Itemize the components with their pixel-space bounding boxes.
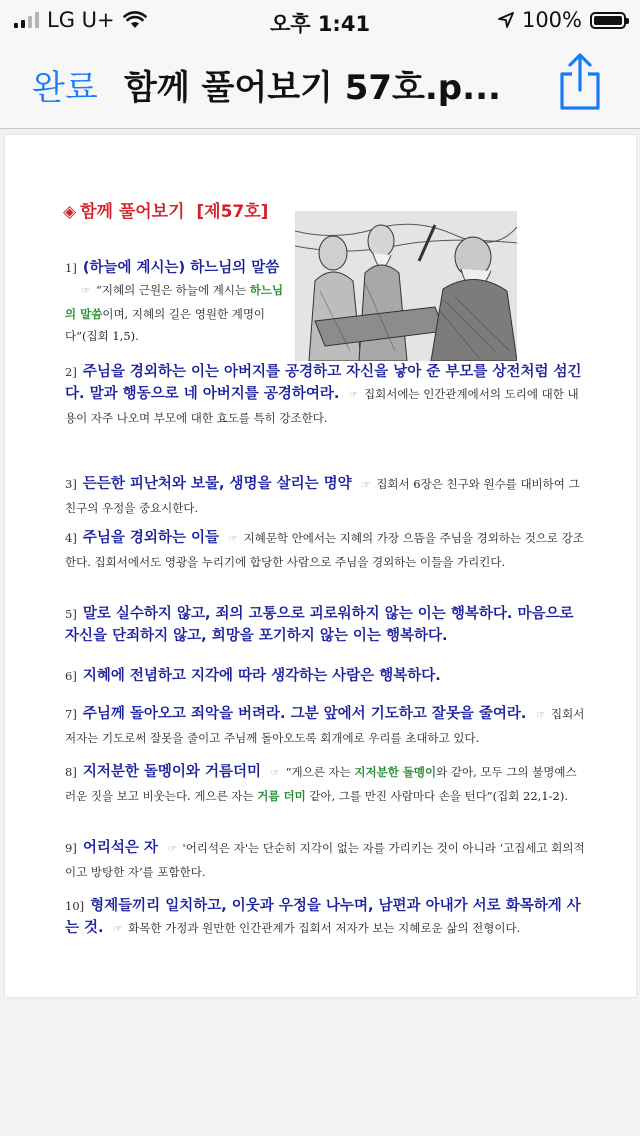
document-title: 함께 풀어보기 57호.p... <box>124 68 501 108</box>
pointing-hand-icon: ☞ <box>536 710 546 721</box>
question-6 <box>65 665 587 687</box>
item-number: 4] <box>65 531 77 545</box>
pointing-hand-icon: ☞ <box>361 480 371 491</box>
issue-number: [제57호] <box>196 202 269 222</box>
pointing-hand-icon: ☞ <box>349 390 358 401</box>
question-5 <box>65 603 587 647</box>
question-3: 3] 든든한 피난처와 보물, 생명을 살리는 명약 ☞ 집회서 6장은 친구와 원수를 대비하여 그 친구의 우정을 중요시한다. <box>65 476 580 515</box>
location-arrow-icon <box>498 12 514 28</box>
item-number: 5] <box>65 607 77 621</box>
prophets-illustration <box>295 211 517 361</box>
item-number: 1] <box>65 261 77 275</box>
item-number: 6] <box>65 669 77 683</box>
navigation-bar <box>0 40 640 129</box>
answer-highlight: 지저분한 돌멩이 <box>354 765 437 779</box>
status-bar <box>0 0 640 40</box>
answer-heading: 주님을 경외하는 이는 아버지를 공경하고 자신을 낳아 준 부모를 상전처럼 섬긴다. 말과 행동으로 네 아버지를 공경하여라. <box>65 364 582 402</box>
question-9: 9] 어리석은 자 ☞ '어리석은 자'는 단순히 지각이 없는 자를 가리키는 것이 아니라 ‘고집세고 회의적이고 방탕한 자’를 포함한다. <box>65 840 585 879</box>
carrier-label: LG U+ <box>47 8 115 32</box>
item-number: 10] <box>65 899 85 913</box>
pointing-hand-icon: ☞ <box>270 768 280 779</box>
pointing-hand-icon: ☞ <box>81 286 90 297</box>
battery-icon <box>590 12 626 29</box>
item-number: 9] <box>65 841 77 855</box>
answer-heading: 어리석은 자 <box>82 840 158 856</box>
question-8: 8] 지저분한 돌멩이와 거름더미 ☞ “게으른 자는 지저분한 돌멩이와 같아, 모두 그의 불명예스러운 짓을 보고 비웃는다. 게으른 자는 거름 더미 같아, 그를 만진 사람마다 손을 턴다”(집회 22,1-2). <box>65 764 577 803</box>
done-button[interactable]: 완료 <box>32 68 98 108</box>
item-number: 3] <box>65 477 77 491</box>
question-4: 4] 주님을 경외하는 이들 ☞ 지혜문학 안에서는 지혜의 가장 으뜸을 주님을 경외하는 것으로 강조한다. 집회서에서도 영광을 누리기에 합당한 사람으로 주님을 경외하는 이들을 가리킨다. <box>65 530 584 569</box>
status-time: 오후 1:41 <box>269 12 371 36</box>
question-7: 7] 주님께 돌아오고 죄악을 버려라. 그분 앞에서 기도하고 잘못을 줄여라. ☞ 집회서 저자는 기도로써 잘못을 줄이고 주님께 돌아오도록 회개에로 우리를 초대하고 있다. <box>65 706 585 745</box>
answer-heading: (하늘에 계시는) 하느님의 말씀 <box>82 260 280 276</box>
item-number: 7] <box>65 707 77 721</box>
answer-heading: 주님을 경외하는 이들 <box>82 530 219 546</box>
pdf-page[interactable] <box>5 135 636 997</box>
item-number: 2] <box>65 365 77 379</box>
share-icon[interactable] <box>554 52 606 112</box>
diamond-marker-icon: ◈ <box>63 202 77 222</box>
worksheet-title: ◈ 함께 풀어보기 [제57호] <box>63 202 269 222</box>
question-1: 1] (하늘에 계시는) 하느님의 말씀 ☞ “지혜의 근원은 하늘에 계시는 하느님의 말씀이며, 지혜의 길은 영원한 계명이다”(집회 1,5). <box>65 260 284 343</box>
item-number: 8] <box>65 765 77 779</box>
answer-heading: 지혜에 전념하고 지각에 따라 생각하는 사람은 행복하다. <box>82 668 441 684</box>
answer-heading: 주님께 돌아오고 죄악을 버려라. 그분 앞에서 기도하고 잘못을 줄여라. <box>82 706 527 722</box>
answer-highlight: 하느님의 말씀 <box>65 283 284 321</box>
battery-percent: 100% <box>521 8 582 32</box>
question-2: 2] 주님을 경외하는 이는 아버지를 공경하고 자신을 낳아 준 부모를 상전처럼 섬긴다. 말과 행동으로 네 아버지를 공경하여라. ☞ 집회서에는 인간관계에서의 도리에 대한 내용이 자주 나오며 부모에 대한 효도를 특히 강조한다. <box>65 364 582 425</box>
pointing-hand-icon: ☞ <box>113 924 123 935</box>
answer-heading: 지저분한 돌멩이와 거름더미 <box>82 764 261 780</box>
answer-highlight: 거름 더미 <box>257 789 306 803</box>
pointing-hand-icon: ☞ <box>228 534 238 545</box>
answer-heading: 말로 실수하지 않고, 죄의 고통으로 괴로워하지 않는 이는 행복하다. 마음으로 자신을 단죄하지 않고, 희망을 포기하지 않는 이는 행복하다. <box>65 606 574 644</box>
question-10: 10] 형제들끼리 일치하고, 이웃과 우정을 나누며, 남편과 아내가 서로 화목하게 사는 것. ☞ 화목한 가정과 원만한 인간관계가 집회서 저자가 보는 지혜로운 삶의 전형이다. <box>65 898 581 936</box>
status-right <box>498 8 626 32</box>
answer-heading: 형제들끼리 일치하고, 이웃과 우정을 나누며, 남편과 아내가 서로 화목하게 사는 것. <box>65 898 581 936</box>
answer-heading: 든든한 피난처와 보물, 생명을 살리는 명약 <box>82 476 352 492</box>
pointing-hand-icon: ☞ <box>167 844 177 855</box>
